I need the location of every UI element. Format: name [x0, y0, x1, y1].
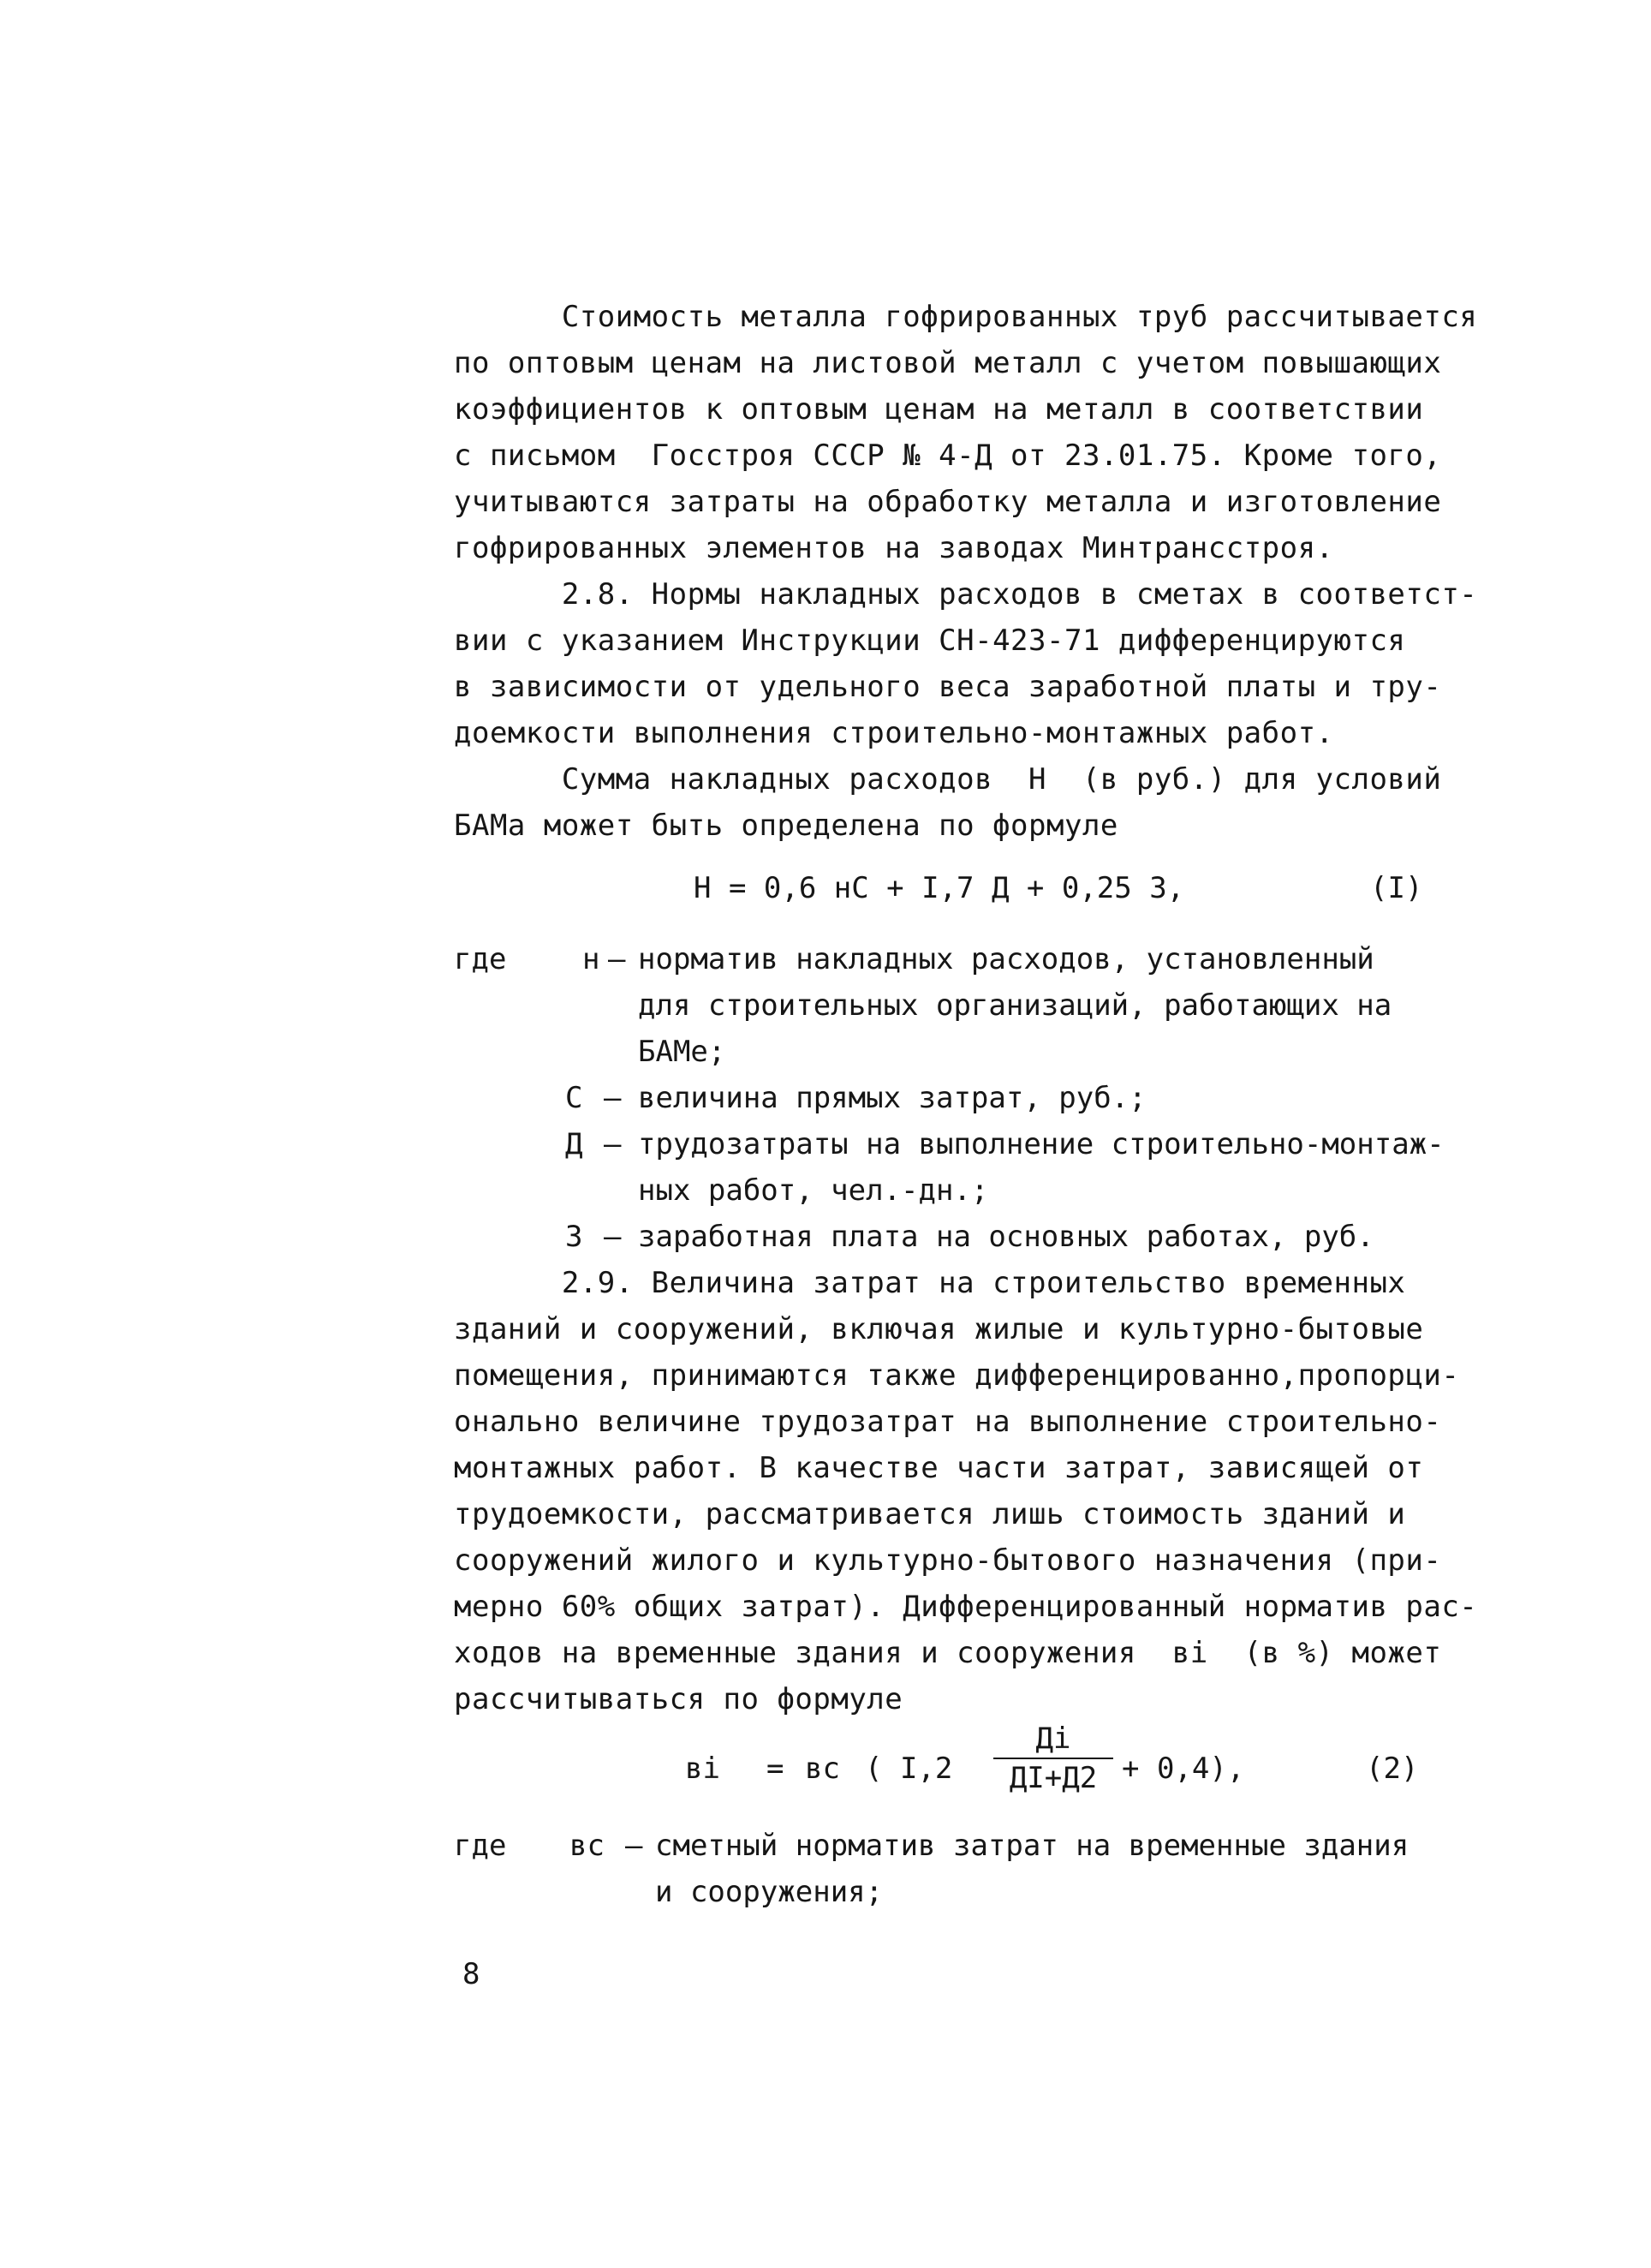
def-symbol: З — [565, 1220, 583, 1254]
where-label: где — [454, 942, 507, 976]
fraction-bar — [993, 1758, 1113, 1759]
def-symbol: н — [582, 942, 600, 976]
text-line: Стоимость металла гофрированных труб рассчитывается — [454, 300, 1478, 334]
formula-2-open: ( I,2 — [865, 1752, 953, 1786]
formula-1: Н = 0,6 нС + I,7 Д + 0,25 З, — [694, 871, 1185, 905]
text-line: 2.8. Нормы накладных расходов в сметах в соответст- — [454, 577, 1478, 612]
text-line: онально величине трудозатрат на выполнение строительно- — [454, 1405, 1442, 1439]
def-text: ных работ, чел.-дн.; — [638, 1173, 989, 1208]
def-dash: – — [604, 1220, 622, 1254]
def-text: норматив накладных расходов, установленный — [638, 942, 1374, 976]
def-text: и сооружения; — [655, 1875, 884, 1909]
text-line: вии с указанием Инструкции СН-423-71 дифференцируются — [454, 624, 1406, 658]
formula-2-number: (2) — [1366, 1752, 1419, 1786]
text-line: рассчитываться по формуле — [454, 1682, 903, 1716]
formula-1-number: (I) — [1370, 871, 1423, 905]
fraction-denominator: ДI+Д2 — [1009, 1761, 1098, 1795]
text-line: БАМа может быть определена по формуле — [454, 809, 1118, 843]
def-text: для строительных организаций, работающих на — [638, 988, 1392, 1023]
fraction-numerator: Дi — [1035, 1722, 1071, 1756]
text-line: в зависимости от удельного веса заработной платы и тру- — [454, 670, 1442, 704]
text-line: Сумма накладных расходов Н (в руб.) для условий — [454, 762, 1442, 797]
def-text: сметный норматив затрат на временные здания — [655, 1829, 1410, 1863]
formula-2-eq: = — [766, 1752, 784, 1786]
def-dash: – — [625, 1829, 643, 1863]
def-text: величина прямых затрат, руб.; — [638, 1081, 1147, 1115]
def-text: трудозатраты на выполнение строительно-монтаж- — [638, 1127, 1445, 1161]
formula-2-coef: вс — [805, 1752, 840, 1786]
def-dash: – — [604, 1127, 622, 1161]
def-text: БАМе; — [638, 1035, 726, 1069]
text-line: ходов на временные здания и сооружения вi (в %) может — [454, 1636, 1442, 1670]
text-line: учитываются затраты на обработку металла и изготовление — [454, 485, 1442, 519]
where-label: где — [454, 1829, 507, 1863]
text-line: монтажных работ. В качестве части затрат, зависящей от — [454, 1451, 1424, 1485]
formula-2-fraction — [993, 1722, 1113, 1795]
text-line: с письмом Госстроя СССР № 4-Д от 23.01.75. Кроме того, — [454, 439, 1442, 473]
text-line: по оптовым ценам на листовой металл с учетом повышающих — [454, 346, 1442, 380]
def-symbol: вс — [569, 1829, 605, 1863]
text-line: гофрированных элементов на заводах Минтрансстроя. — [454, 531, 1334, 565]
text-line: мерно 60% общих затрат). Дифференцированный норматив рас- — [454, 1590, 1478, 1624]
text-line: коэффициентов к оптовым ценам на металл в соответствии — [454, 392, 1424, 427]
text-line: зданий и сооружений, включая жилые и культурно-бытовые — [454, 1312, 1424, 1346]
formula-2-tail: + 0,4), — [1122, 1752, 1245, 1786]
def-dash: – — [608, 942, 626, 976]
text-line: помещения, принимаются также дифференцированно,пропорци- — [454, 1358, 1460, 1393]
def-dash: – — [604, 1081, 622, 1115]
def-symbol: Д — [565, 1127, 583, 1161]
formula-2-lhs: вi — [685, 1752, 720, 1786]
text-line: доемкости выполнения строительно-монтажных работ. — [454, 716, 1334, 750]
text-line: 2.9. Величина затрат на строительство временных — [454, 1266, 1406, 1300]
text-line: сооружений жилого и культурно-бытового назначения (при- — [454, 1543, 1442, 1578]
def-symbol: С — [565, 1081, 583, 1115]
def-text: заработная плата на основных работах, руб. — [638, 1220, 1374, 1254]
page-number: 8 — [462, 1957, 480, 1991]
text-line: трудоемкости, рассматривается лишь стоимость зданий и — [454, 1497, 1406, 1531]
